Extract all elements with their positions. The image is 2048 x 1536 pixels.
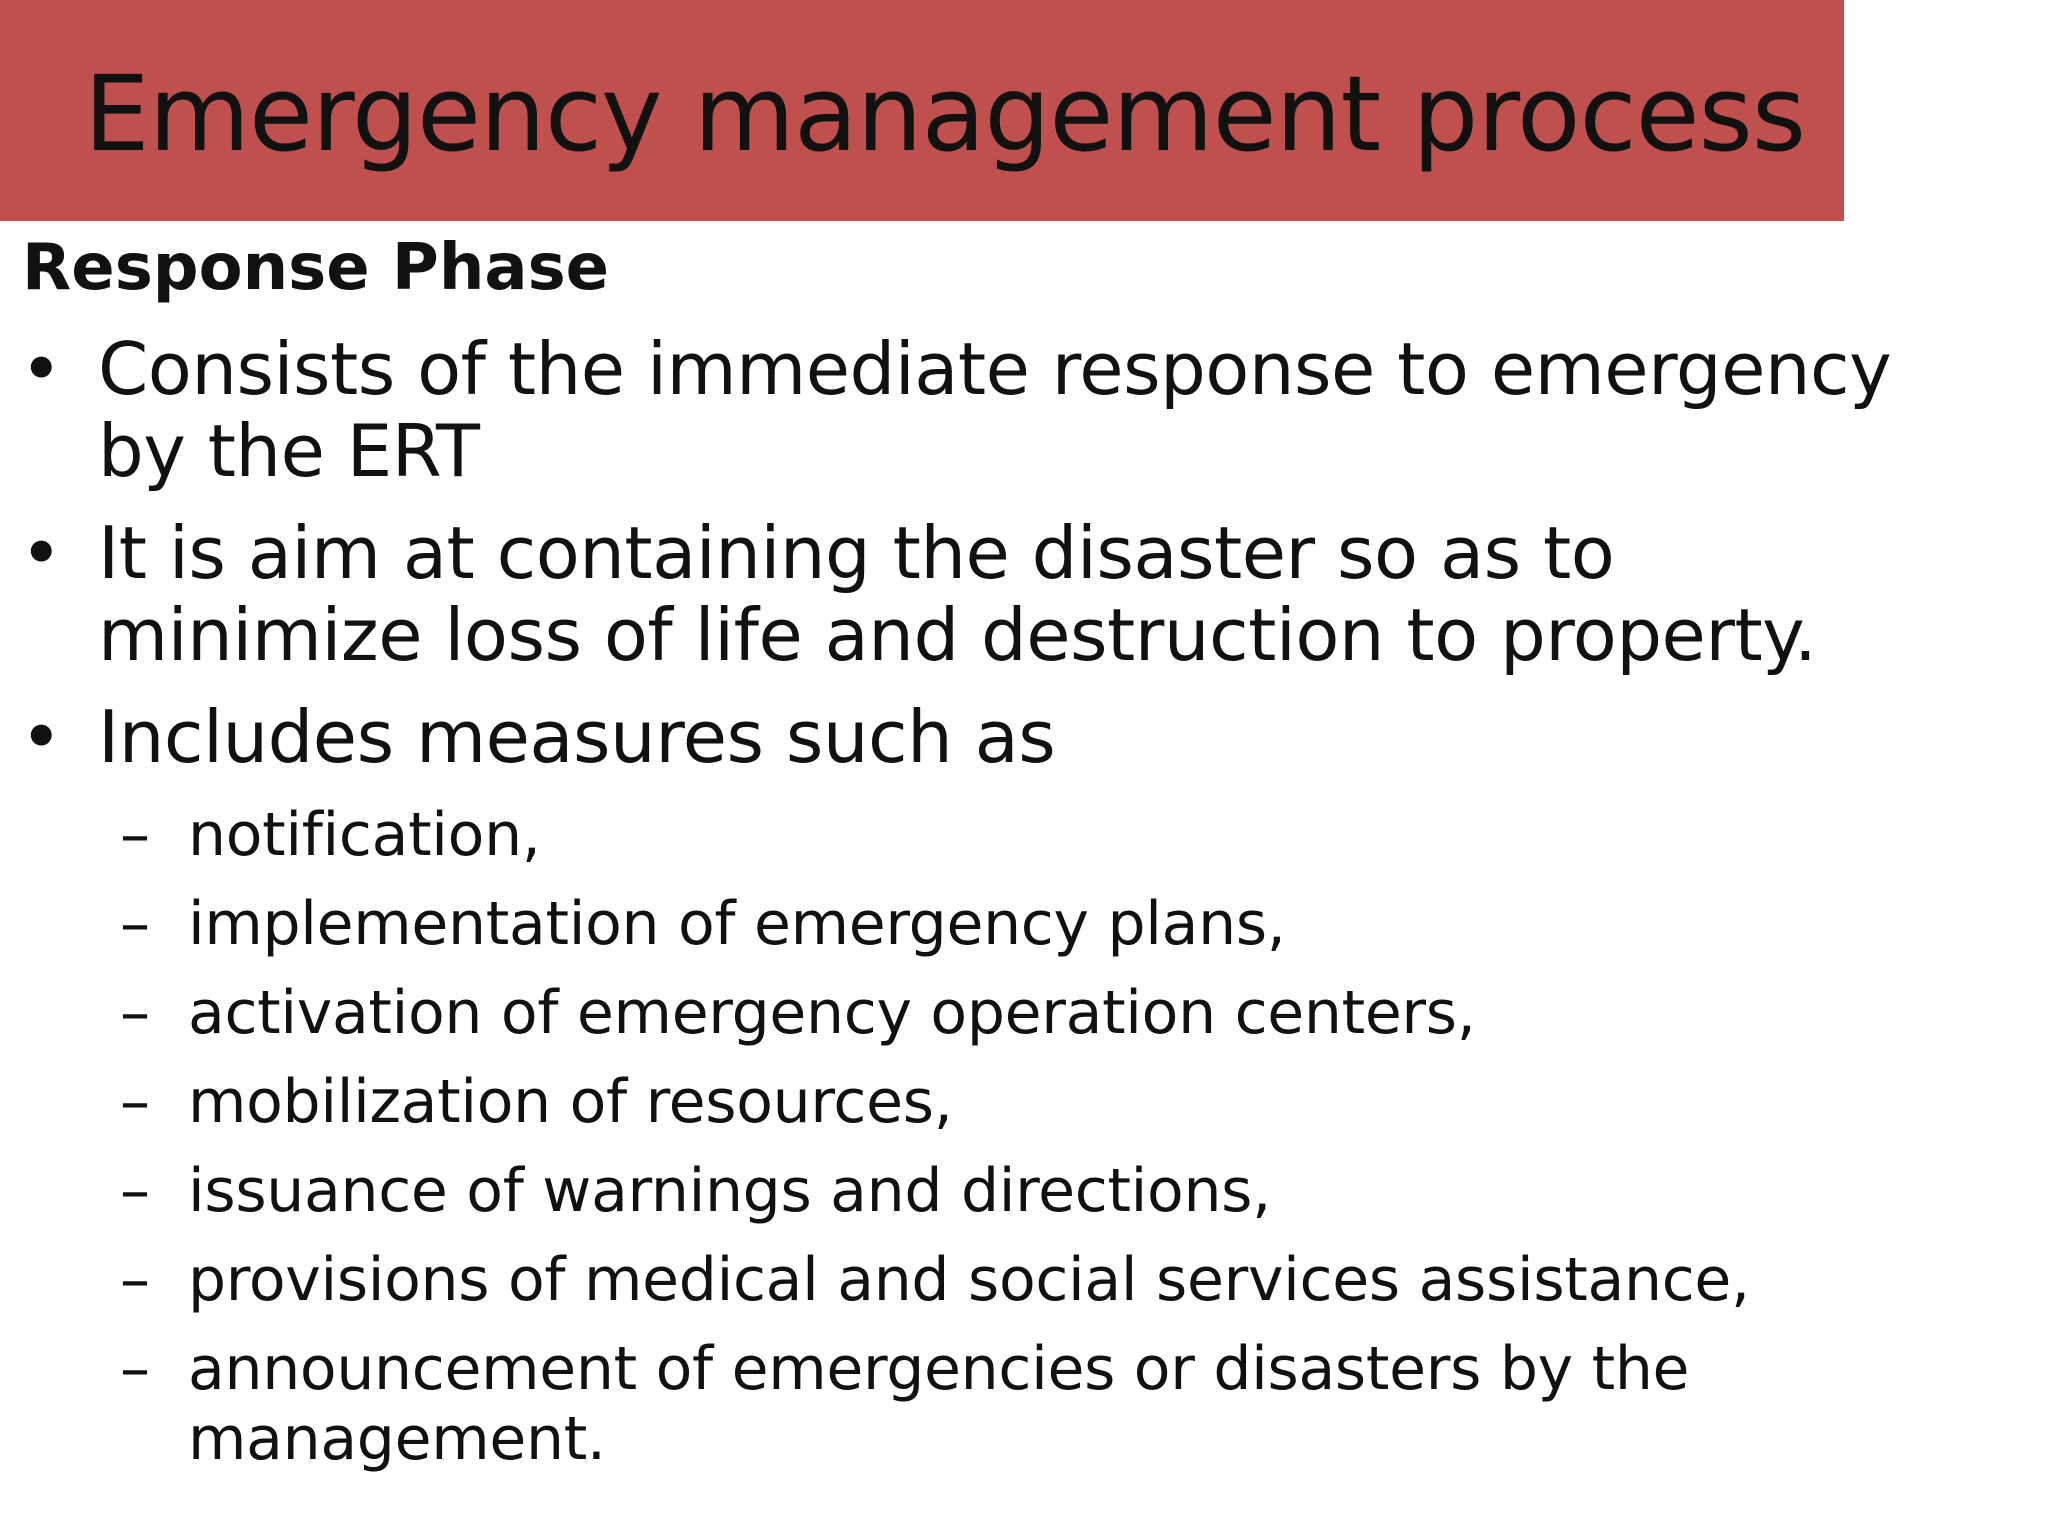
bullet-marker: • — [20, 695, 63, 779]
title-bar — [0, 0, 1844, 221]
section-heading: Response Phase — [22, 231, 610, 305]
dash-marker: – — [120, 889, 150, 959]
measure-text: implementation of emergency plans, — [188, 889, 1286, 959]
bullet-text: Consists of the immediate response to emergency by the ERT — [98, 327, 1892, 493]
dash-marker: – — [120, 1156, 150, 1226]
dash-marker: – — [120, 1245, 150, 1315]
measure-text: provisions of medical and social services assistance, — [188, 1245, 1750, 1315]
measure-text: activation of emergency operation centers, — [188, 978, 1476, 1048]
slide-title: Emergency management process — [84, 53, 1806, 175]
measure-text: announcement of emergencies or disasters by the management. — [188, 1334, 1690, 1474]
dash-marker: – — [120, 1067, 150, 1137]
bullet-text: Includes measures such as — [98, 695, 1056, 779]
bullet-marker: • — [20, 327, 63, 411]
dash-marker: – — [120, 1334, 150, 1404]
bullet-marker: • — [20, 511, 63, 595]
measure-text: notification, — [188, 800, 541, 870]
measure-text: mobilization of resources, — [188, 1067, 953, 1137]
bullet-text: It is aim at containing the disaster so as to minimize loss of life and destruction to property. — [98, 511, 1817, 677]
dash-marker: – — [120, 978, 150, 1048]
measure-text: issuance of warnings and directions, — [188, 1156, 1271, 1226]
dash-marker: – — [120, 800, 150, 870]
